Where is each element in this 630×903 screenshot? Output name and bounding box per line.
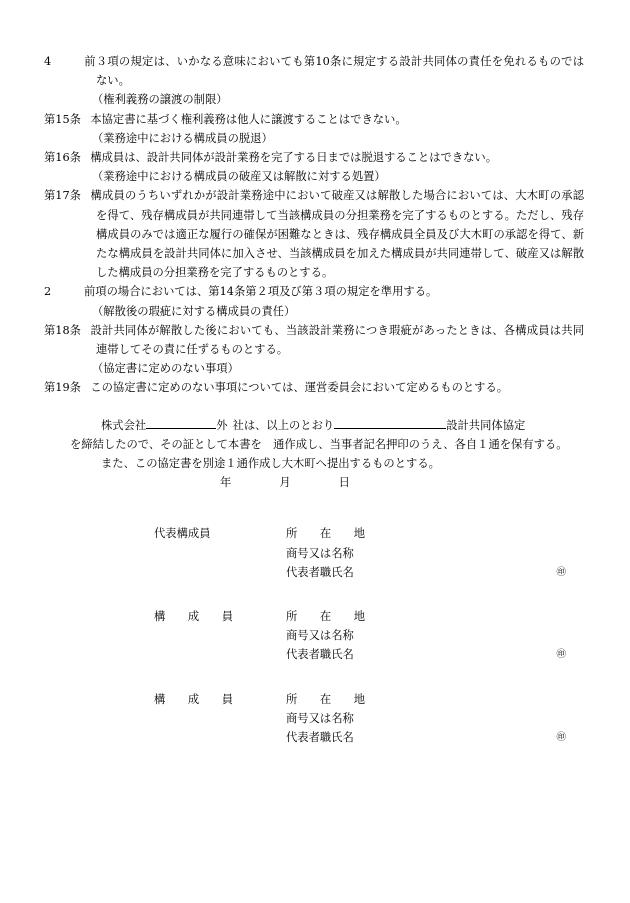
company-name-label: 商号又は名称 <box>286 711 354 725</box>
date-year: 年 <box>220 476 232 490</box>
signature-representative-role: 代表構成員 <box>154 527 211 541</box>
company-name-label: 商号又は名称 <box>286 546 354 560</box>
closing-jv-suffix: 設計共同体協定 <box>446 418 526 432</box>
heading-transfer: （権利義務の譲渡の制限） <box>92 93 228 107</box>
closing-line-2: を締結したので、その証として本書を 通作成し、当事者記名押印のうえ、各自１通を保有する。 <box>70 437 568 451</box>
signature-field-row <box>286 626 584 645</box>
signature-field-row <box>286 728 584 747</box>
article-16 <box>44 148 584 167</box>
article-16-label: 第16条 <box>44 151 81 165</box>
signature-block <box>70 524 584 747</box>
closing-outer: 外 <box>216 418 228 432</box>
article-19 <box>44 378 584 397</box>
blank-jv-name <box>334 428 446 429</box>
date-month: 月 <box>279 476 291 490</box>
heading-withdrawal: （業務途中における構成員の脱退） <box>92 131 273 145</box>
heading-bankruptcy: （業務途中における構成員の破産又は解散に対する処置） <box>92 170 386 184</box>
article-17 <box>44 186 584 282</box>
clause-4-text: 前３項の規定は、いかなる意味においても第10条に規定する設計共同体の責任を免れるものではない。 <box>84 55 584 88</box>
signature-field-row <box>286 709 584 728</box>
article-17-clause-2: 2 前項の場合においては、第14条第２項及び第３項の規定を準用する。 <box>44 285 438 299</box>
signature-field-row <box>286 524 584 543</box>
address-label: 所 在 地 <box>286 527 366 541</box>
article-15 <box>44 110 584 129</box>
seal-icon: ㊞ <box>556 649 566 661</box>
blank-company-name <box>146 428 216 429</box>
closing-company-count: 社は、以上のとおり <box>232 418 335 432</box>
article-15-label: 第15条 <box>44 112 81 126</box>
seal-icon: ㊞ <box>556 732 566 744</box>
address-label: 所 在 地 <box>286 692 366 706</box>
representative-name-label: 代表者職氏名 <box>286 648 354 662</box>
signature-member-2-fields <box>286 690 584 748</box>
article-18-text: 設計共同体が解散した後においても、当該設計業務につき瑕疵があったときは、各構成員は共同連帯してその責に任ずるものとする。 <box>90 323 584 357</box>
closing-section <box>70 416 584 493</box>
date-row <box>70 473 584 492</box>
article-17-clause-2-text: 前項の場合においては、第14条第２項及び第３項の規定を準用する。 <box>84 285 438 299</box>
signature-field-row <box>286 607 584 626</box>
article-15-text: 本協定書に基づく権利義務は他人に譲渡することはできない。 <box>90 112 407 126</box>
signature-field-row <box>286 563 584 582</box>
representative-name-label: 代表者職氏名 <box>286 565 354 579</box>
closing-line-3-text: また、この協定書を別途１通作成し大木町へ提出するものとする。 <box>101 457 440 471</box>
article-18 <box>44 321 584 359</box>
article-19-text: この協定書に定めのない事項については、運営委員会において定めるものとする。 <box>90 381 509 395</box>
signature-member-1-fields <box>286 607 584 665</box>
heading-defect: （解散後の瑕疵に対する構成員の責任） <box>92 304 296 318</box>
signature-field-row <box>286 690 584 709</box>
signature-member-2 <box>154 690 584 748</box>
seal-icon: ㊞ <box>556 566 566 578</box>
heading-undefined: （協定書に定めのない事項） <box>92 362 239 376</box>
article-18-label: 第18条 <box>44 323 81 337</box>
article-17-text: 構成員のうちいずれかが設計業務途中において破産又は解散した場合においては、大木町の承認を得て、残存構成員が共同連帯して当該構成員の分担業務を完了するものとする。ただし、残存構成員のみでは適正な履行の確保が困難なときは、残存構成員全員及び大木町の承認を得て、新たな構成員を設計共同体に加入させ、当該構成員を加えた構成員が共同連帯して、破産又は解散した構成員の分担業務を完了するものとする。 <box>90 189 584 280</box>
signature-representative <box>154 524 584 582</box>
article-17-label: 第17条 <box>44 189 81 203</box>
signature-field-row <box>286 645 584 664</box>
signature-member-1-role: 構 成 員 <box>154 610 234 624</box>
closing-line-1 <box>70 416 584 435</box>
representative-name-label: 代表者職氏名 <box>286 731 354 745</box>
date-day: 日 <box>338 476 350 490</box>
clause-4: 4 前３項の規定は、いかなる意味においても第10条に規定する設計共同体の責任を免れるものではない。 <box>44 55 584 88</box>
signature-field-row <box>286 544 584 563</box>
closing-company-prefix: 株式会社 <box>101 418 147 432</box>
company-name-label: 商号又は名称 <box>286 629 354 643</box>
signature-representative-fields <box>286 524 584 582</box>
article-16-text: 構成員は、設計共同体が設計業務を完了する日までは脱退することはできない。 <box>90 151 498 165</box>
article-19-label: 第19条 <box>44 381 81 395</box>
signature-member-1 <box>154 607 584 665</box>
address-label: 所 在 地 <box>286 610 366 624</box>
document-body <box>44 52 584 747</box>
closing-line-3 <box>70 454 584 473</box>
signature-member-2-role: 構 成 員 <box>154 692 234 706</box>
